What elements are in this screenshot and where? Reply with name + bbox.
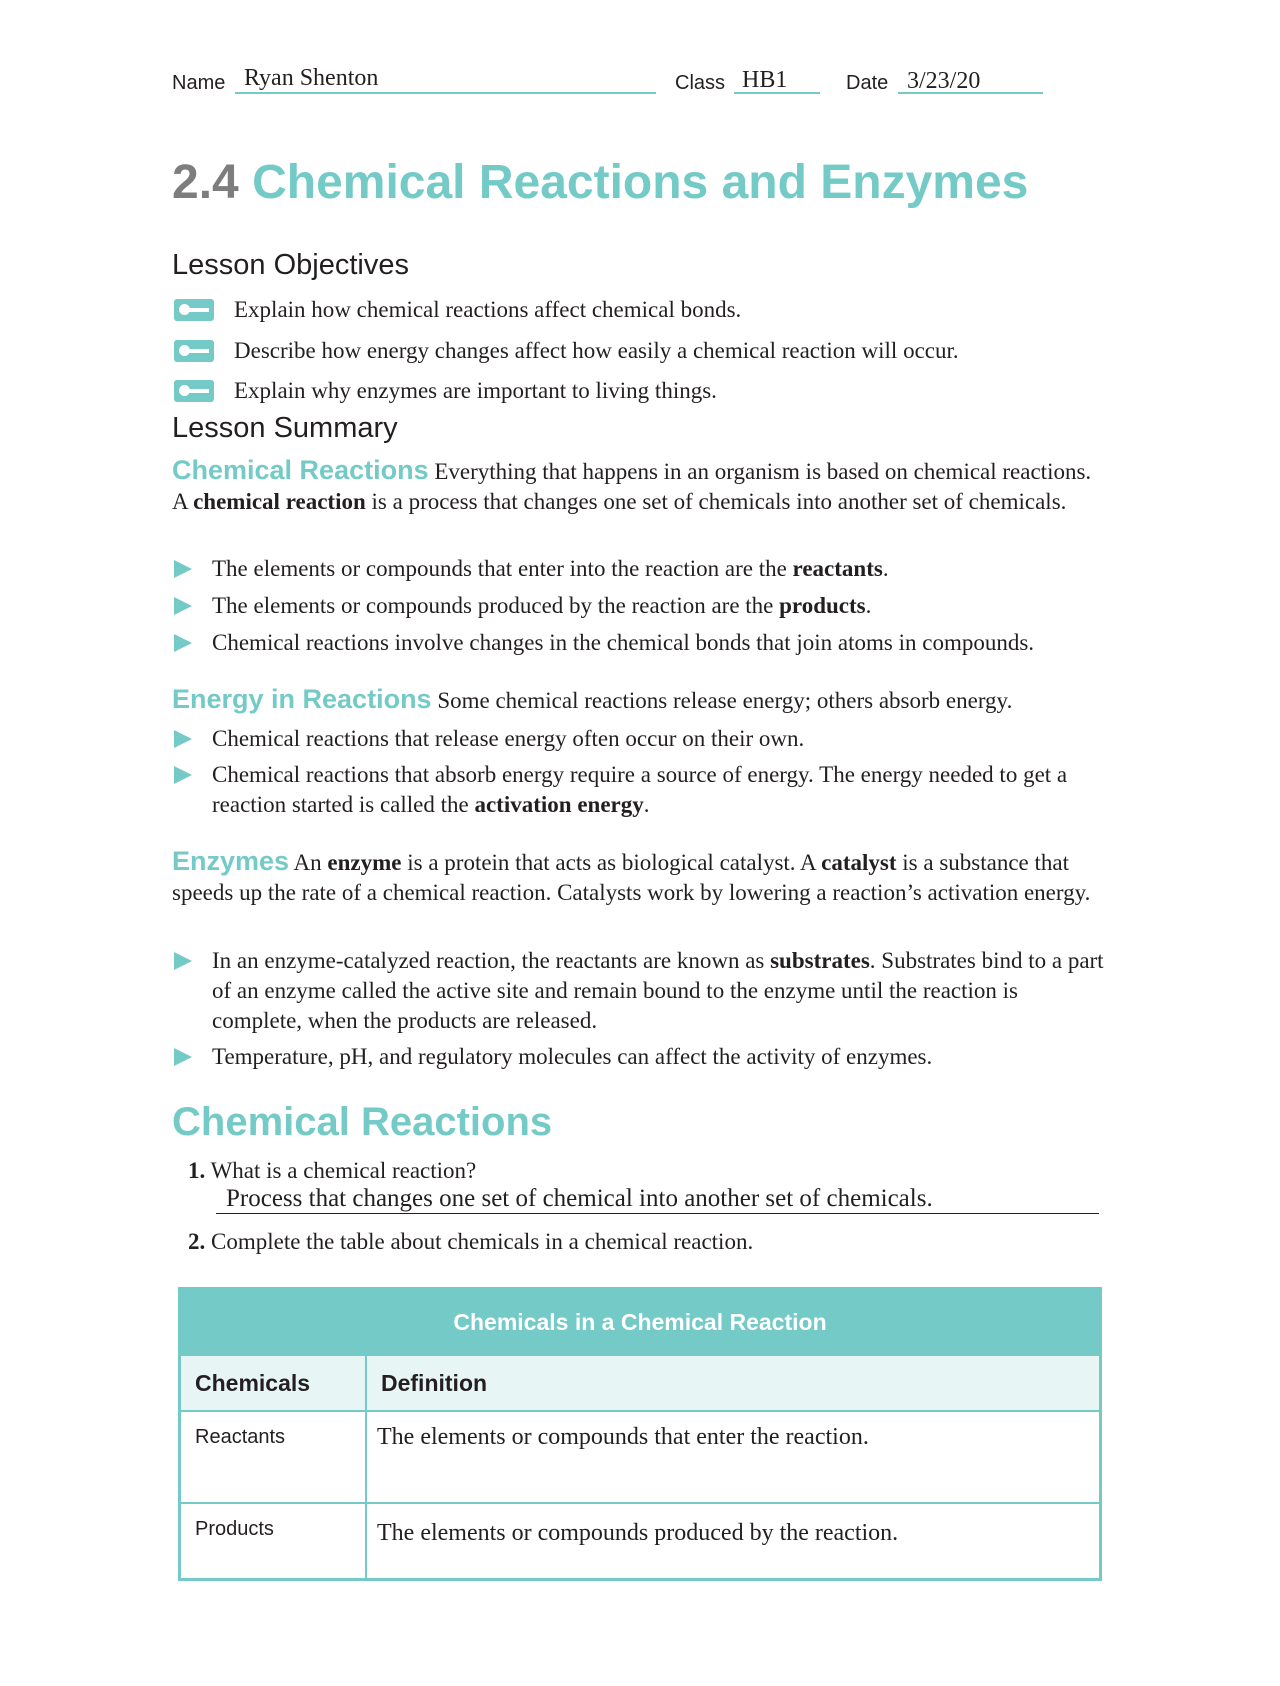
text: The elements or compounds produced by the reaction are the: [212, 593, 780, 618]
bold-term: products: [779, 593, 866, 618]
text: .: [643, 792, 650, 817]
text: An: [289, 850, 328, 875]
page-title: [172, 155, 1028, 210]
triangle-bullet-icon: [174, 597, 192, 615]
table-title: Chemicals in a Chemical Reaction: [180, 1289, 1101, 1356]
question-text: Complete the table about chemicals in a chemical reaction.: [211, 1229, 754, 1254]
answer-line: [216, 1213, 1099, 1214]
objective-text: Explain why enzymes are important to living things.: [234, 378, 717, 403]
key-icon: [174, 380, 214, 402]
lead-heading: Enzymes: [172, 846, 290, 876]
question-number: 1.: [188, 1158, 206, 1183]
name-underline: [235, 92, 656, 94]
objective-text: Explain how chemical reactions affect chemical bonds.: [234, 297, 742, 322]
enzymes-paragraph: [172, 846, 1107, 908]
question-1: [188, 1158, 476, 1184]
definition-cell[interactable]: The elements or compounds that enter the reaction.: [366, 1411, 1101, 1503]
column-header: Definition: [366, 1355, 1101, 1411]
text: Chemical reactions involve changes in the chemical bonds that join atoms in compounds.: [212, 630, 1035, 655]
bullet-item: [174, 760, 1104, 820]
chemical-cell: Reactants: [180, 1411, 367, 1503]
answer-1[interactable]: Process that changes one set of chemical into another set of chemicals.: [226, 1185, 933, 1212]
question-2: [188, 1229, 753, 1255]
bold-term: catalyst: [821, 850, 897, 875]
name-label: Name: [172, 72, 226, 94]
bold-term: activation energy: [474, 792, 644, 817]
date-value[interactable]: 3/23/20: [907, 68, 981, 94]
bold-term: reactants: [792, 556, 883, 581]
text: is a protein that acts as biological catalyst. A: [401, 850, 822, 875]
energy-paragraph: [172, 684, 1107, 716]
text: Chemical reactions that release energy often occur on their own.: [212, 726, 805, 751]
column-header: Chemicals: [180, 1355, 367, 1411]
table-row: [180, 1503, 1101, 1579]
chemicals-table: [178, 1287, 1102, 1581]
date-label: Date: [846, 72, 889, 94]
chem-reactions-paragraph: [172, 455, 1107, 517]
triangle-bullet-icon: [174, 634, 192, 652]
text: In an enzyme-catalyzed reaction, the reactants are known as: [212, 948, 771, 973]
text: Some chemical reactions release energy; others absorb energy.: [431, 688, 1013, 713]
bullet-item: [174, 628, 1104, 658]
section-number: 2.4: [172, 156, 239, 209]
summary-heading: Lesson Summary: [172, 412, 398, 444]
text: Temperature, pH, and regulatory molecules can affect the activity of enzymes.: [212, 1044, 933, 1069]
section-heading: Chemical Reactions: [172, 1100, 553, 1144]
class-label: Class: [675, 72, 726, 94]
text: The elements or compounds that enter into the reaction are the: [212, 556, 793, 581]
text: .: [882, 556, 889, 581]
key-icon: [174, 299, 214, 321]
text: Everything that happens in an organism is based on chemical reactions. A: [172, 459, 1092, 514]
objective-text: Describe how energy changes affect how easily a chemical reaction will occur.: [234, 338, 959, 363]
triangle-bullet-icon: [174, 730, 192, 748]
triangle-bullet-icon: [174, 766, 192, 784]
title-text: Chemical Reactions and Enzymes: [252, 156, 1029, 209]
text: .: [865, 593, 872, 618]
bold-term: enzyme: [327, 850, 402, 875]
triangle-bullet-icon: [174, 952, 192, 970]
bullet-item: [174, 1042, 1104, 1072]
objective-item: [174, 297, 741, 323]
text: is a substance that speeds up the rate of a chemical reaction. Catalysts work by lowering a reaction’s activation energy.: [172, 850, 1091, 905]
table-row: [180, 1411, 1101, 1503]
question-number: 2.: [188, 1229, 206, 1254]
bullet-item: [174, 554, 1104, 584]
bold-term: substrates: [770, 948, 870, 973]
definition-cell[interactable]: The elements or compounds produced by the reaction.: [366, 1503, 1101, 1579]
text: . Substrates bind to a part of an enzyme called the active site and remain bound to the enzyme until the reaction is complete, when the products are released.: [212, 948, 1104, 1033]
bullet-item: [174, 946, 1104, 1036]
question-text: What is a chemical reaction?: [210, 1158, 477, 1183]
objective-item: [174, 338, 959, 364]
text: is a process that changes one set of chemicals into another set of chemicals.: [365, 489, 1067, 514]
objectives-heading: Lesson Objectives: [172, 249, 409, 281]
name-value[interactable]: Ryan Shenton: [244, 65, 379, 91]
text: Chemical reactions that absorb energy require a source of energy. The energy needed to get a reaction started is called the: [212, 762, 1068, 817]
triangle-bullet-icon: [174, 560, 192, 578]
class-value[interactable]: HB1: [742, 67, 788, 93]
chemical-cell: Products: [180, 1503, 367, 1579]
lead-heading: Energy in Reactions: [172, 684, 432, 714]
triangle-bullet-icon: [174, 1048, 192, 1066]
bold-term: chemical reaction: [193, 489, 366, 514]
objective-item: [174, 378, 717, 404]
bullet-item: [174, 724, 1104, 754]
lead-heading: Chemical Reactions: [172, 455, 429, 485]
bullet-item: [174, 591, 1104, 621]
key-icon: [174, 340, 214, 362]
